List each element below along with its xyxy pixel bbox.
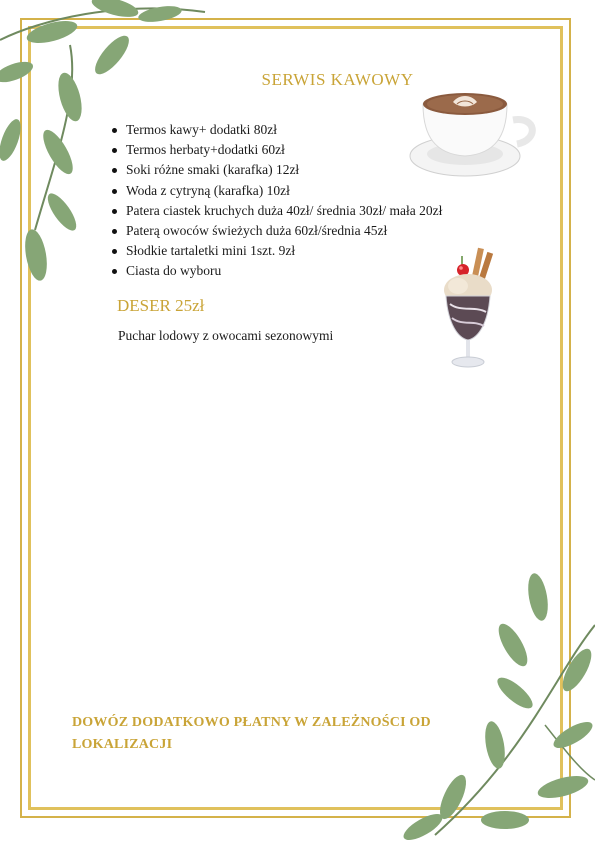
delivery-note: DOWÓZ DODATKOWO PŁATNY W ZALEŻNOŚCI OD LOKALIZACJI (72, 715, 431, 752)
list-item: Woda z cytryną (karafka) 10zł (108, 181, 442, 201)
ice-cream-sundae-icon (436, 246, 501, 374)
list-item: Patera ciastek kruchych duża 40zł/ średnia 30zł/ mała 20zł (108, 201, 442, 221)
list-item: Ciasta do wyboru (108, 261, 442, 281)
deser-description: Puchar lodowy z owocami sezonowymi (118, 328, 334, 343)
list-item: Słodkie tartaletki mini 1szt. 9zł (108, 241, 442, 261)
list-item: Paterą owoców świeżych duża 60zł/średnia 45zł (108, 221, 442, 241)
list-item: Termos kawy+ dodatki 80zł (108, 120, 442, 140)
list-item: Termos herbaty+dodatki 60zł (108, 140, 442, 160)
list-item: Soki różne smaki (karafka) 12zł (108, 160, 442, 180)
deser-heading: DESER 25zł (117, 296, 205, 315)
section-title-serwis-kawowy (0, 70, 595, 90)
leaf-branch-bottom-right (395, 565, 595, 842)
serwis-kawowy-heading: SERWIS KAWOWY (261, 70, 414, 89)
serwis-kawowy-list (108, 120, 442, 282)
